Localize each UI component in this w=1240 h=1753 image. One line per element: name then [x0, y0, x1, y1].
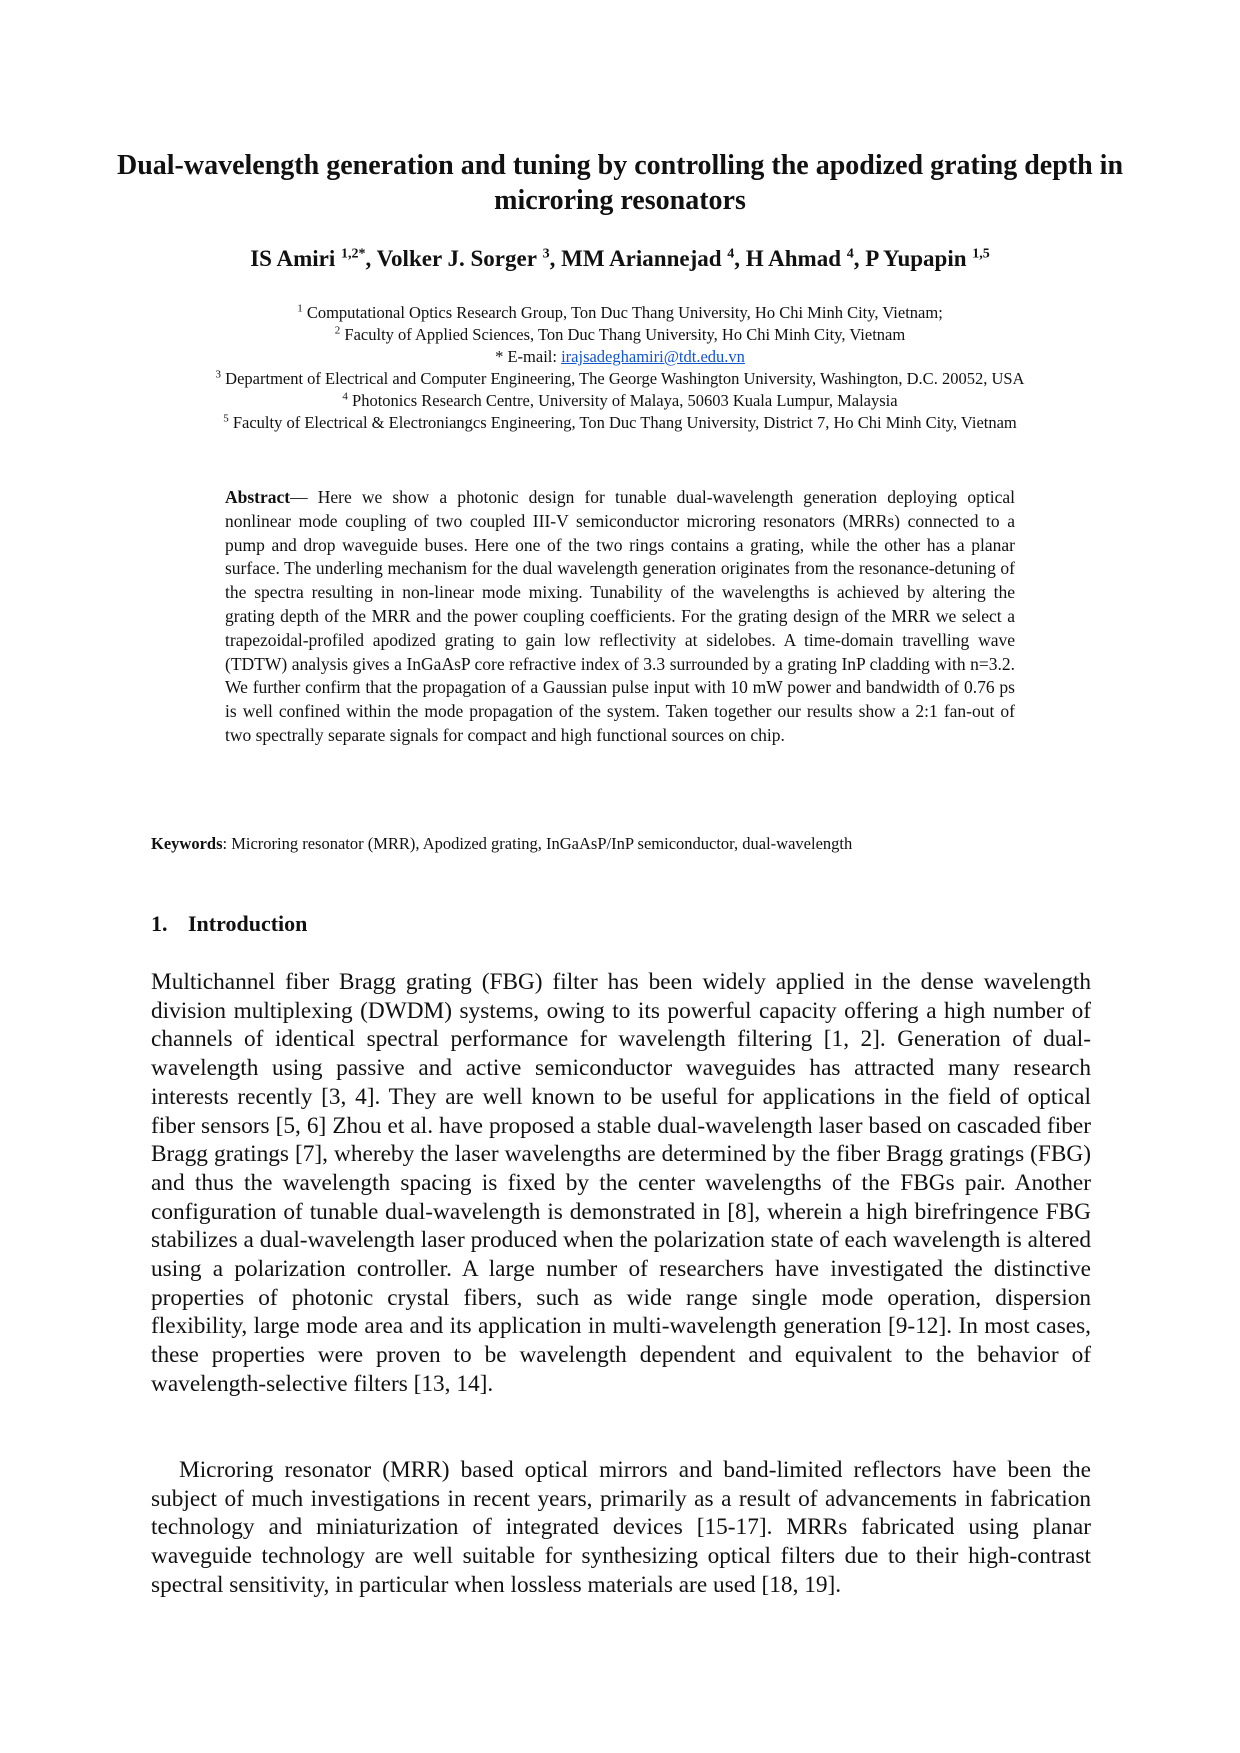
author-name: Volker J. Sorger	[376, 246, 537, 271]
corresponding-email	[100, 346, 1140, 368]
affiliation-text: Faculty of Applied Sciences, Ton Duc Thang University, Ho Chi Minh City, Vietnam	[344, 325, 906, 344]
affiliation-mark: 5	[223, 412, 229, 425]
abstract	[225, 486, 1015, 748]
author-affiliation-mark: 1,2*	[340, 246, 366, 262]
email-label: * E-mail:	[495, 347, 562, 366]
author-affiliation-mark: 4	[846, 246, 854, 262]
affiliation-3	[100, 368, 1140, 390]
author-name: H Ahmad	[745, 246, 842, 271]
affiliation-text: Faculty of Electrical & Electroniangcs Engineering, Ton Duc Thang University, District 7, Ho Chi Minh City, Vietnam	[232, 413, 1017, 432]
keywords	[151, 833, 1091, 855]
affiliation-text: Department of Electrical and Computer Engineering, The George Washington University, Washington, D.C. 20052, USA	[225, 369, 1025, 388]
affiliation-text: Computational Optics Research Group, Ton Duc Thang University, Ho Chi Minh City, Vietnam;	[306, 303, 943, 322]
body-paragraph: Microring resonator (MRR) based optical mirrors and band-limited reflectors have been the subject of much investigations in recent years, primarily as a result of advancements in fabrication technology and miniaturization of integrated devices [15-17]. MRRs fabricated using planar waveguide technology are well suitable for synthesizing optical filters due to their high-contrast spectral sensitivity, in particular when lossless materials are used [18, 19].	[151, 1457, 1091, 1598]
author-affiliation-mark: 4	[727, 246, 735, 262]
affiliation-text: Photonics Research Centre, University of Malaya, 50603 Kuala Lumpur, Malaysia	[352, 391, 898, 410]
affiliation-mark: 2	[334, 324, 341, 337]
author-separator: ,	[734, 246, 746, 271]
author-list	[100, 244, 1140, 274]
section-heading-introduction	[151, 910, 307, 938]
affiliation-block	[100, 302, 1140, 434]
paper-title: Dual-wavelength generation and tuning by controlling the apodized grating depth in microring resonators	[116, 150, 1124, 216]
affiliation-4	[100, 390, 1140, 412]
author-name: IS Amiri	[250, 246, 336, 271]
author-name: MM Ariannejad	[561, 246, 722, 271]
body-paragraph: Multichannel fiber Bragg grating (FBG) filter has been widely applied in the dense wavelength division multiplexing (DWDM) systems, owing to its powerful capacity offering a high number of channels of identical spectral performance for wavelength filtering [1, 2]. Generation of dual-wavelength using passive and active semiconductor waveguides has attracted many research interests recently [3, 4]. They are well known to be useful for applications in the field of optical fiber sensors [5, 6] Zhou et al. have proposed a stable dual-wavelength laser based on cascaded fiber Bragg gratings [7], whereby the laser wavelengths are determined by the fiber Bragg gratings (FBG) and thus the wavelength spacing is fixed by the center wavelengths of the FBGs pair. Another configuration of tunable dual-wavelength is demonstrated in [8], wherein a high birefringence FBG stabilizes a dual-wavelength laser produced when the polarization state of each wavelength is altered using a polarization controller. A large number of researchers have investigated the distinctive properties of photonic crystal fibers, such as wide range single mode operation, dispersion flexibility, large mode area and its application in multi-wavelength generation [9-12]. In most cases, these properties were proven to be wavelength dependent and equivalent to the behavior of wavelength-selective filters [13, 14].	[151, 969, 1091, 1397]
author-affiliation-mark: 3	[542, 246, 550, 262]
author-affiliation-mark: 1,5	[972, 246, 990, 262]
section-number: 1.	[151, 911, 168, 936]
author-separator: ,	[853, 246, 866, 271]
section-title: Introduction	[188, 911, 308, 936]
abstract-text: Here we show a photonic design for tunable dual-wavelength generation deploying optical nonlinear mode coupling of two coupled III-V semiconductor microring resonators (MRRs) connected to a pump and drop waveguide buses. Here one of the two rings contains a grating, while the other has a planar surface. The underling mechanism for the dual wavelength generation originates from the resonance-detuning of the spectra resulting in non-linear mode mixing. Tunability of the wavelengths is achieved by altering the grating depth of the MRR and the power coupling coefficients. For the grating design of the MRR we select a trapezoidal-profiled apodized grating to gain low reflectivity at sidelobes. A time-domain travelling wave (TDTW) analysis gives a InGaAsP core refractive index of 3.3 surrounded by a grating InP cladding with n=3.2. We further confirm that the propagation of a Gaussian pulse input with 10 mW power and bandwidth of 0.76 ps is well confined within the mode propagation of the system. Taken together our results show a 2:1 fan-out of two spectrally separate signals for compact and high functional sources on chip.	[225, 487, 1015, 745]
abstract-dash: —	[290, 487, 318, 507]
affiliation-1	[100, 302, 1140, 324]
abstract-label: Abstract	[225, 487, 291, 507]
author-name: P Yupapin	[865, 246, 967, 271]
affiliation-mark: 4	[342, 390, 348, 403]
keywords-text: : Microring resonator (MRR), Apodized grating, InGaAsP/InP semiconductor, dual-wavelength	[222, 834, 853, 853]
author-separator: ,	[549, 246, 562, 271]
affiliation-2	[100, 324, 1140, 346]
affiliation-mark: 1	[297, 302, 303, 315]
keywords-label: Keywords	[151, 834, 223, 853]
email-link[interactable]: irajsadeghamiri@tdt.edu.vn	[561, 347, 745, 366]
affiliation-mark: 3	[215, 368, 222, 381]
author-separator: ,	[365, 246, 377, 271]
affiliation-5	[100, 412, 1140, 434]
